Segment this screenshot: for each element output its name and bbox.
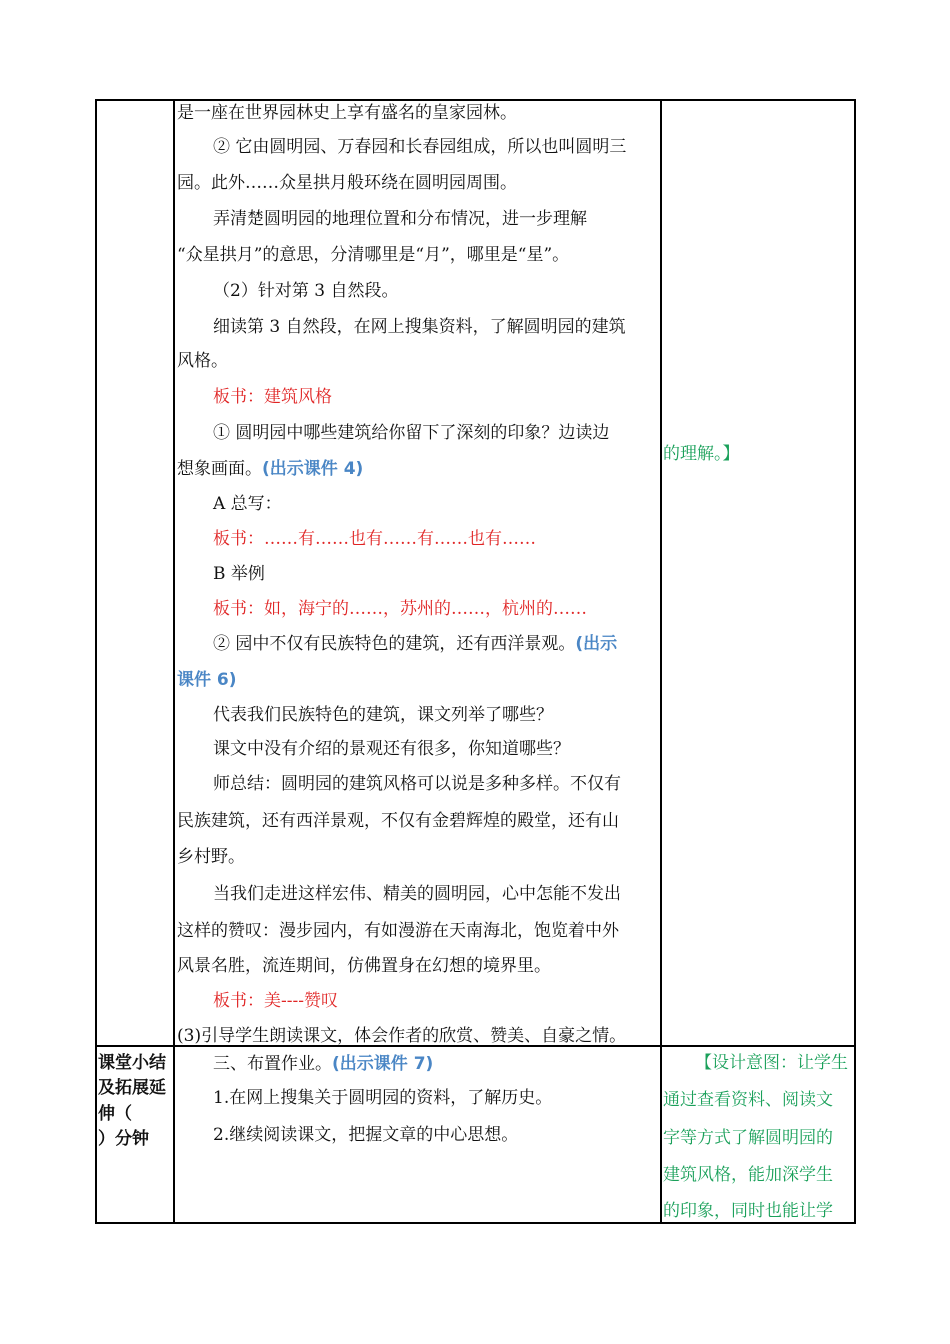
row2-line — [213, 1124, 518, 1146]
main-line — [177, 669, 237, 691]
main-line — [177, 1025, 626, 1047]
text-run: 2.继续阅读课文，把握文章的中心思想。 — [213, 1125, 519, 1145]
main-line — [177, 172, 517, 194]
main-line — [177, 244, 569, 266]
main-line — [213, 422, 609, 444]
text-run: (3)引导学生朗读课文，体会作者的欣赏、赞美、自豪之情。 — [177, 1026, 627, 1046]
text-run: 民族建筑，还有西洋景观，不仅有金碧辉煌的殿堂，还有山 — [177, 811, 619, 831]
blackboard-note: 板书：如，海宁的……，苏州的……，杭州的…… — [213, 599, 587, 619]
text-run: “众星拱月”的意思，分清哪里是“月”，哪里是“星”。 — [177, 245, 570, 265]
text-run: 乡村野。 — [177, 847, 245, 867]
main-line — [213, 563, 265, 585]
main-line — [213, 136, 626, 158]
main-line — [177, 920, 619, 942]
main-line — [213, 493, 282, 515]
row2-line — [213, 1053, 433, 1075]
design-intent-line: 建筑风格，能加深学生 — [663, 1165, 833, 1185]
design-intent-line: 通过查看资料、阅读文 — [663, 1090, 833, 1110]
main-line — [213, 208, 587, 230]
main-line — [177, 955, 551, 977]
section-label-line: 伸（ — [98, 1104, 132, 1124]
section-label-line: ）分钟 — [98, 1129, 149, 1149]
text-run: ① 圆明园中哪些建筑给你留下了深刻的印象？边读边 — [213, 423, 610, 443]
text-run: 想象画面。 — [177, 459, 262, 479]
courseware-reference: 课件 6) — [177, 670, 237, 690]
text-run: 细读第 3 自然段，在网上搜集资料，了解圆明园的建筑 — [213, 317, 626, 337]
text-run: 当我们走进这样宏伟、精美的圆明园，心中怎能不发出 — [213, 884, 621, 904]
blackboard-note: 板书：……有……也有……有……也有…… — [213, 529, 536, 549]
blackboard-note: 板书：建筑风格 — [213, 387, 332, 407]
text-run: 这样的赞叹：漫步园内，有如漫游在天南海北，饱览着中外 — [177, 921, 619, 941]
text-run: A 总写： — [213, 494, 282, 514]
section-label-line: 课堂小结 — [98, 1053, 166, 1073]
main-line — [213, 990, 338, 1012]
text-run: 1.在网上搜集关于圆明园的资料，了解历史。 — [213, 1088, 553, 1108]
text-run: 代表我们民族特色的建筑，课文列举了哪些？ — [213, 705, 553, 725]
main-line — [177, 846, 245, 868]
text-run: ② 它由圆明园、万春园和长春园组成，所以也叫圆明三 — [213, 137, 627, 157]
column-divider-1 — [173, 99, 175, 1224]
text-run: ② 园中不仅有民族特色的建筑，还有西洋景观。 — [213, 634, 576, 654]
table-right-border — [854, 99, 856, 1224]
main-line — [213, 738, 570, 760]
main-line — [213, 883, 621, 905]
section-label-line: 及拓展延 — [98, 1078, 166, 1098]
main-line — [213, 598, 587, 620]
courseware-reference: (出示 — [575, 634, 618, 654]
blackboard-note: 板书：美----赞叹 — [213, 991, 338, 1011]
main-line — [177, 810, 619, 832]
main-line — [213, 528, 536, 550]
courseware-reference: (出示课件 4) — [262, 459, 364, 479]
text-run: 风格。 — [177, 351, 228, 371]
text-run: 园。此外……众星拱月般环绕在圆明园周围。 — [177, 173, 517, 193]
text-run: 三、布置作业。 — [213, 1054, 332, 1074]
row2-line — [213, 1087, 552, 1109]
courseware-reference: (出示课件 7) — [332, 1054, 434, 1074]
main-line — [213, 704, 553, 726]
main-line — [177, 350, 228, 372]
text-run: 是一座在世界园林史上享有盛名的皇家园林。 — [177, 103, 517, 123]
main-line — [213, 316, 626, 338]
table-left-border — [95, 99, 97, 1224]
text-run: 师总结：圆明园的建筑风格可以说是多种多样。不仅有 — [213, 774, 621, 794]
table-bottom-border — [95, 1222, 856, 1224]
text-run: 风景名胜，流连期间，仿佛置身在幻想的境界里。 — [177, 956, 551, 976]
text-run: 课文中没有介绍的景观还有很多，你知道哪些？ — [213, 739, 570, 759]
main-line — [213, 633, 617, 655]
design-intent-line: 字等方式了解圆明园的 — [663, 1128, 833, 1148]
text-run: （2）针对第 3 自然段。 — [213, 281, 399, 301]
main-line — [213, 386, 332, 408]
design-intent-line: 的印象，同时也能让学 — [663, 1201, 833, 1221]
main-line — [177, 102, 517, 124]
text-run: B 举例 — [213, 564, 265, 584]
table-top-border — [95, 99, 856, 101]
text-run: 弄清楚圆明园的地理位置和分布情况，进一步理解 — [213, 209, 587, 229]
main-line — [213, 773, 621, 795]
design-intent-line: 【设计意图：让学生 — [695, 1053, 848, 1073]
column-divider-2 — [660, 99, 662, 1224]
main-line — [213, 280, 398, 302]
main-line — [177, 458, 363, 480]
design-intent-tail: 的理解。】 — [663, 444, 740, 464]
